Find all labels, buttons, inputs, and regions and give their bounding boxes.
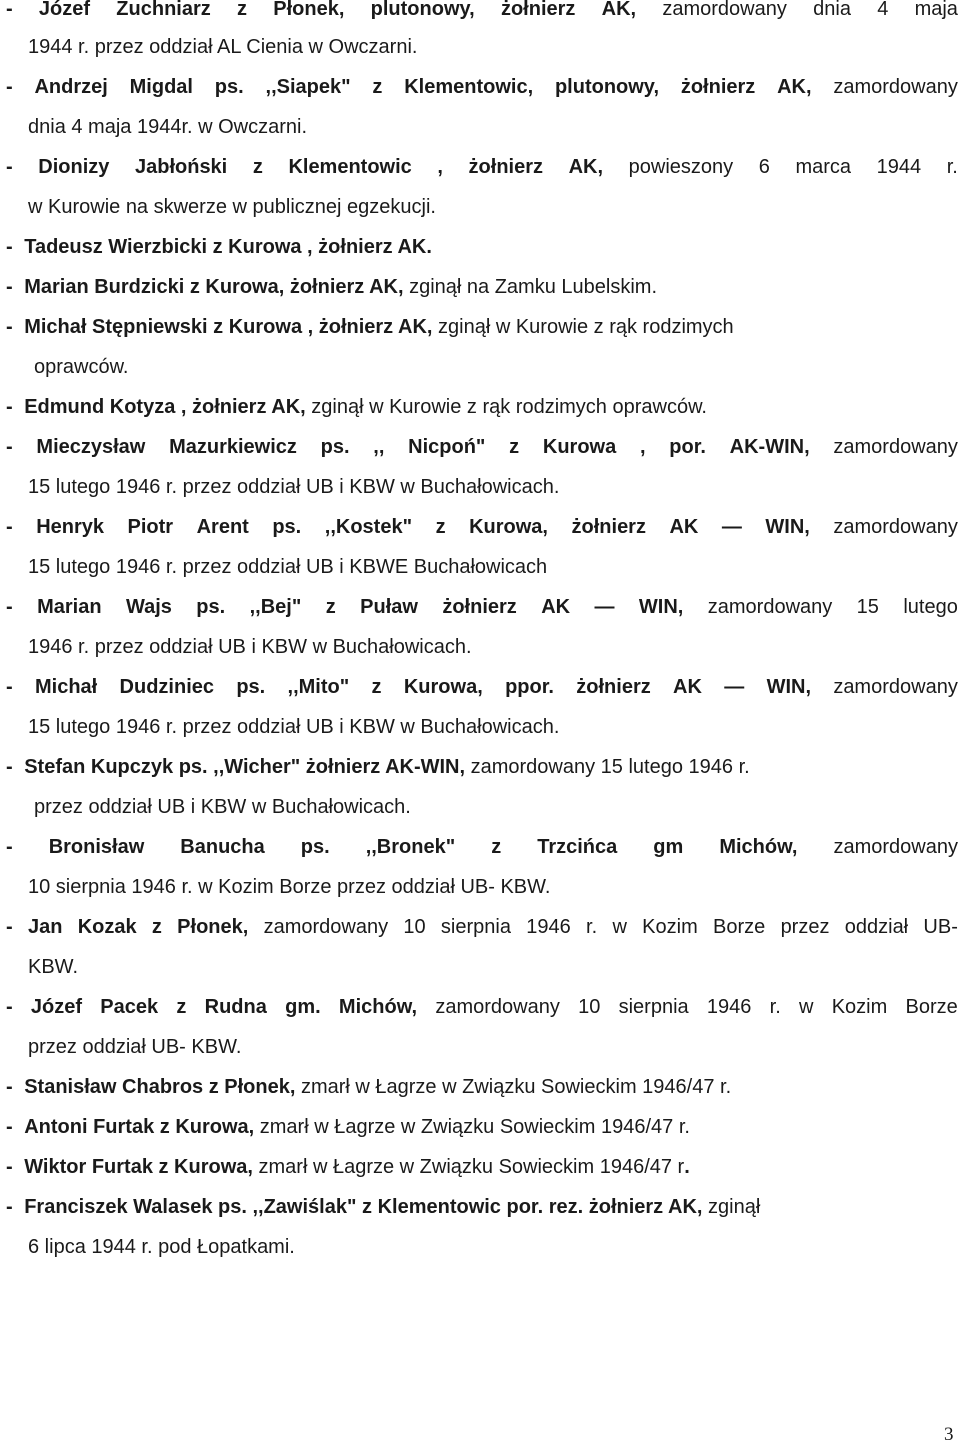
- name-word: WIN,: [765, 516, 810, 538]
- entry-continuation-line: [28, 634, 472, 660]
- detail-text: zmarł w Łagrze w Związku Sowieckim 1946/47 r: [252, 1156, 685, 1178]
- entry-continuation-line: [28, 1234, 295, 1260]
- name-word: Płonek,: [177, 916, 249, 938]
- detail-word: Kozim: [642, 916, 698, 938]
- name-text: Michał Stępniewski z Kurowa , żołnierz AK,: [24, 316, 433, 338]
- name-word: -: [6, 836, 13, 858]
- detail-text: dnia 4 maja 1944r. w Owczarni.: [28, 116, 308, 138]
- name-word: AK: [673, 676, 702, 698]
- name-word: ppor.: [505, 676, 554, 698]
- name-word: AK,: [568, 156, 604, 178]
- name-word: z: [176, 996, 187, 1018]
- name-word: żołnierz: [571, 516, 646, 538]
- name-word: —: [721, 516, 742, 538]
- name-word: ,,Bej": [249, 596, 302, 618]
- name-word: Piotr: [127, 516, 174, 538]
- name-word: ps.: [196, 596, 226, 618]
- detail-word: r.: [946, 156, 958, 178]
- name-word: —: [724, 676, 745, 698]
- name-word: WIN,: [766, 676, 811, 698]
- name-word: -: [6, 436, 13, 458]
- name-word: Rudna: [204, 996, 267, 1018]
- name-word: —: [594, 596, 615, 618]
- name-word: Banucha: [180, 836, 265, 858]
- detail-word: r.: [586, 916, 598, 938]
- name-word: Mieczysław: [36, 436, 146, 458]
- name-word: Trzcińca: [537, 836, 618, 858]
- name-word: Bronisław: [48, 836, 145, 858]
- detail-word: r.: [769, 996, 781, 1018]
- entry-continuation-line: [28, 554, 547, 580]
- name-word: Wajs: [125, 596, 172, 618]
- entry-line: [6, 434, 958, 460]
- name-word: z: [252, 156, 263, 178]
- name-word: WIN,: [638, 596, 684, 618]
- name-word: Kurowa,: [403, 676, 483, 698]
- detail-word: Kozim: [831, 996, 888, 1018]
- detail-word: 10: [578, 996, 601, 1018]
- detail-word: w: [799, 996, 814, 1018]
- detail-word: maja: [914, 0, 958, 20]
- name-word: z: [372, 76, 383, 98]
- name-text: -: [6, 1116, 19, 1138]
- name-word: ps.: [320, 436, 350, 458]
- detail-word: zamordowany: [833, 436, 958, 458]
- name-word: Jabłoński: [134, 156, 228, 178]
- name-word: -: [6, 916, 13, 938]
- entry-continuation-line: [28, 34, 417, 60]
- entry-line: [6, 834, 958, 860]
- entry-line: [6, 154, 958, 180]
- detail-text: 15 lutego 1946 r. przez oddział UB i KBW w Buchałowicach.: [28, 476, 560, 498]
- detail-word: UB-: [923, 916, 958, 938]
- name-text: Stanisław Chabros z Płonek,: [24, 1076, 296, 1098]
- entry-continuation-line: [28, 1034, 241, 1060]
- entry-continuation-line: [28, 874, 550, 900]
- name-text: Tadeusz Wierzbicki z Kurowa , żołnierz AK.: [24, 236, 432, 258]
- name-word: plutonowy,: [370, 0, 475, 20]
- detail-word: 1944: [876, 156, 922, 178]
- entry-line: [6, 0, 958, 22]
- detail-word: zamordowany: [435, 996, 560, 1018]
- detail-word: sierpnia: [618, 996, 689, 1018]
- name-word: Michów,: [719, 836, 798, 858]
- detail-word: oddział: [844, 916, 909, 938]
- name-word: Andrzej: [34, 76, 108, 98]
- name-word: Klementowic,: [404, 76, 534, 98]
- entry-line: [6, 1194, 760, 1220]
- entry-line: [6, 234, 432, 260]
- detail-word: lutego: [903, 596, 958, 618]
- detail-text: 15 lutego 1946 r. przez oddział UB i KBW w Buchałowicach.: [28, 716, 560, 738]
- name-text: Marian Burdzicki z Kurowa, żołnierz AK,: [24, 276, 404, 298]
- entry-continuation-line: [28, 954, 78, 980]
- name-word: z: [435, 516, 446, 538]
- detail-word: zamordowany: [833, 76, 958, 98]
- detail-text: zmarł w Łagrze w Związku Sowieckim 1946/47 r.: [295, 1076, 732, 1098]
- detail-word: przez: [780, 916, 830, 938]
- name-word: Józef: [38, 0, 91, 20]
- entry-line: [6, 514, 958, 540]
- name-word: -: [6, 676, 13, 698]
- name-word: Józef: [30, 996, 83, 1018]
- name-text: -: [6, 276, 19, 298]
- name-word: Dionizy: [38, 156, 110, 178]
- name-word: Jan: [27, 916, 63, 938]
- detail-word: 4: [877, 0, 889, 20]
- name-word: żołnierz: [500, 0, 576, 20]
- name-word: Kurowa,: [469, 516, 548, 538]
- detail-word: 6: [758, 156, 770, 178]
- entry-line: [6, 74, 958, 100]
- detail-word: powieszony: [628, 156, 734, 178]
- entry-continuation-line: [34, 794, 411, 820]
- name-word: Kozak: [77, 916, 137, 938]
- entry-line: [6, 1074, 731, 1100]
- detail-text: zginął w Kurowie z rąk rodzimych oprawców.: [305, 396, 707, 418]
- detail-text: zmarł w Łagrze w Związku Sowieckim 1946/47 r.: [254, 1116, 690, 1138]
- name-word: -: [6, 596, 13, 618]
- detail-text: zginął: [702, 1196, 761, 1218]
- name-word: z: [325, 596, 336, 618]
- entry-line: [6, 994, 958, 1020]
- name-word: Kurowa: [542, 436, 617, 458]
- name-word: z: [237, 0, 247, 20]
- name-text: -: [6, 236, 19, 258]
- name-word: ,,: [373, 436, 385, 458]
- name-word: por.: [669, 436, 706, 458]
- detail-word: zamordowany: [833, 836, 958, 858]
- name-word: Dudziniec: [119, 676, 214, 698]
- name-text: -: [6, 756, 19, 778]
- name-word: AK,: [777, 76, 812, 98]
- name-word: ,,Mito": [287, 676, 350, 698]
- detail-text: przez oddział UB i KBW w Buchałowicach.: [34, 796, 411, 818]
- entry-line: [6, 594, 958, 620]
- name-word: ps.: [300, 836, 330, 858]
- detail-text: oprawców.: [34, 356, 129, 378]
- detail-text: przez oddział UB- KBW.: [28, 1036, 242, 1058]
- name-word: żołnierz: [576, 676, 651, 698]
- detail-text: 1946 r. przez oddział UB i KBW w Buchałowicach.: [28, 636, 472, 658]
- entry-line: [6, 314, 734, 340]
- entry-continuation-line: [28, 714, 559, 740]
- detail-text: 6 lipca 1944 r. pod Łopatkami.: [28, 1236, 295, 1258]
- period-text: .: [684, 1156, 690, 1178]
- detail-text: zginął na Zamku Lubelskim.: [403, 276, 657, 298]
- name-word: AK,: [601, 0, 637, 20]
- name-word: ,,Siapek": [265, 76, 351, 98]
- detail-word: marca: [795, 156, 852, 178]
- entry-continuation-line: [34, 354, 129, 380]
- name-word: ,,Kostek": [324, 516, 413, 538]
- detail-word: zamordowany: [263, 916, 389, 938]
- detail-word: Borze: [713, 916, 766, 938]
- name-text: -: [6, 396, 19, 418]
- name-word: z: [151, 916, 162, 938]
- name-word: z: [509, 436, 520, 458]
- detail-word: zamordowany: [833, 516, 958, 538]
- entry-line: [6, 394, 707, 420]
- detail-text: 10 sierpnia 1946 r. w Kozim Borze przez oddział UB- KBW.: [28, 876, 551, 898]
- name-word: -: [6, 76, 13, 98]
- entry-line: [6, 1114, 690, 1140]
- name-word: żołnierz: [442, 596, 517, 618]
- detail-word: 15: [856, 596, 879, 618]
- name-word: -: [6, 516, 13, 538]
- name-word: AK: [541, 596, 571, 618]
- name-text: Antoni Furtak z Kurowa,: [24, 1116, 255, 1138]
- name-text: -: [6, 316, 19, 338]
- entry-line: [6, 914, 958, 940]
- name-word: ,: [639, 436, 646, 458]
- name-word: gm: [653, 836, 684, 858]
- name-word: Michał: [34, 676, 98, 698]
- entry-continuation-line: [28, 474, 559, 500]
- name-word: ,,Bronek": [365, 836, 456, 858]
- name-word: z: [371, 676, 382, 698]
- name-text: -: [6, 1196, 19, 1218]
- name-text: -: [6, 1156, 19, 1178]
- name-word: żołnierz: [680, 76, 756, 98]
- name-word: Michów,: [338, 996, 418, 1018]
- name-text: Wiktor Furtak z Kurowa,: [24, 1156, 253, 1178]
- detail-word: w: [612, 916, 627, 938]
- detail-text: zamordowany 15 lutego 1946 r.: [465, 756, 750, 778]
- detail-text: w Kurowie na skwerze w publicznej egzekucji.: [28, 196, 436, 218]
- name-word: -: [6, 996, 13, 1018]
- name-word: Arent: [196, 516, 249, 538]
- name-word: plutonowy,: [554, 76, 660, 98]
- detail-word: zamordowany: [833, 676, 958, 698]
- detail-text: zginął w Kurowie z rąk rodzimych: [432, 316, 734, 338]
- entry-line: [6, 754, 750, 780]
- name-word: żołnierz: [468, 156, 543, 178]
- name-word: Migdal: [129, 76, 193, 98]
- detail-word: 1946: [706, 996, 752, 1018]
- detail-text: 1944 r. przez oddział AL Cienia w Owczarni.: [28, 36, 418, 58]
- name-word: Puław: [360, 596, 418, 618]
- name-word: Pacek: [100, 996, 159, 1018]
- name-text: Stefan Kupczyk ps. ,,Wicher" żołnierz AK-WIN,: [24, 756, 466, 778]
- name-word: z: [491, 836, 502, 858]
- name-word: gm.: [285, 996, 321, 1018]
- name-word: Zuchniarz: [116, 0, 211, 20]
- name-word: -: [6, 156, 13, 178]
- name-word: Mazurkiewicz: [169, 436, 297, 458]
- detail-word: dnia: [813, 0, 851, 20]
- detail-word: Borze: [905, 996, 958, 1018]
- entry-line: [6, 274, 657, 300]
- name-word: Klementowic: [288, 156, 412, 178]
- detail-word: sierpnia: [440, 916, 511, 938]
- entry-continuation-line: [28, 194, 436, 220]
- name-word: -: [6, 0, 13, 20]
- name-text: -: [6, 1076, 19, 1098]
- detail-word: 10: [403, 916, 426, 938]
- name-word: AK: [669, 516, 699, 538]
- detail-text: 15 lutego 1946 r. przez oddział UB i KBWE Buchałowicach: [28, 556, 548, 578]
- page-number: 3: [944, 1424, 954, 1445]
- name-word: Płonek,: [273, 0, 345, 20]
- name-word: ps.: [236, 676, 266, 698]
- name-word: AK-WIN,: [729, 436, 810, 458]
- name-word: ps.: [272, 516, 302, 538]
- name-text: Franciszek Walasek ps. ,,Zawiślak" z Klementowic por. rez. żołnierz AK,: [24, 1196, 703, 1218]
- entry-line: [6, 674, 958, 700]
- detail-word: 1946: [526, 916, 571, 938]
- name-word: Marian: [37, 596, 102, 618]
- name-word: Henryk: [36, 516, 104, 538]
- entry-line: [6, 1154, 690, 1180]
- name-word: ps.: [214, 76, 244, 98]
- name-word: ,: [437, 156, 443, 178]
- detail-word: zamordowany: [662, 0, 787, 20]
- detail-text: KBW.: [28, 956, 79, 978]
- detail-word: zamordowany: [707, 596, 833, 618]
- name-text: Edmund Kotyza , żołnierz AK,: [24, 396, 306, 418]
- entry-continuation-line: [28, 114, 307, 140]
- name-word: Nicpoń": [408, 436, 486, 458]
